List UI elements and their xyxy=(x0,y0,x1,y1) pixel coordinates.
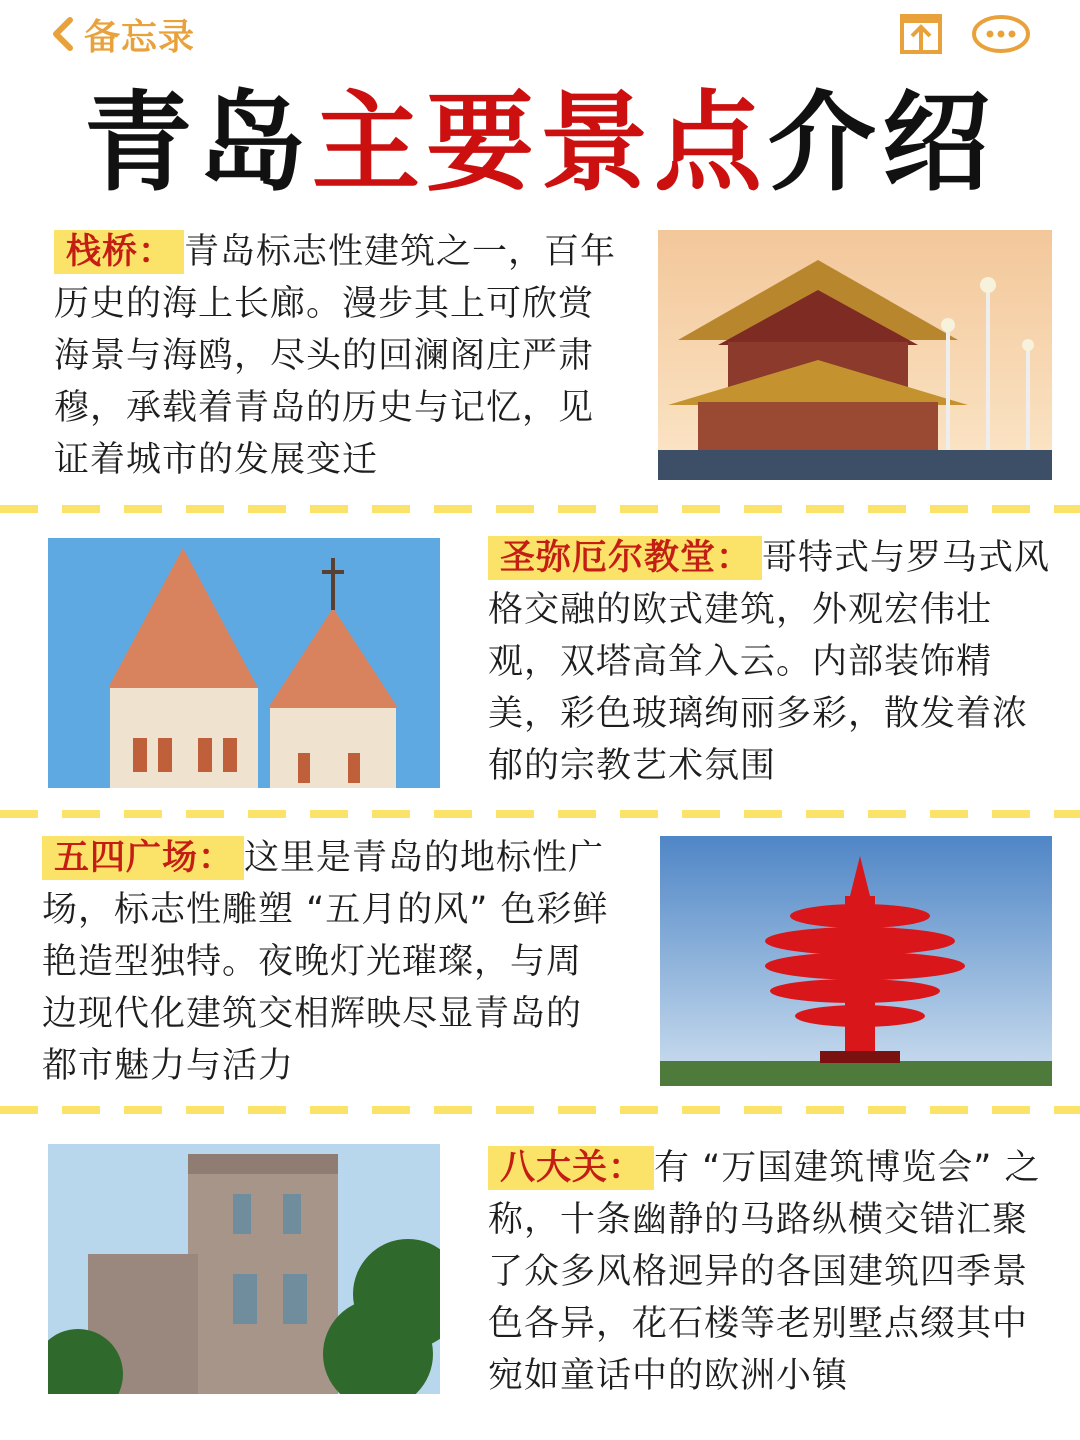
badaguan-photo xyxy=(48,1144,440,1394)
section-text xyxy=(488,532,1060,792)
church-photo xyxy=(48,538,440,788)
top-bar xyxy=(0,0,1080,70)
section-body: 有 “万国建筑博览会” 之称，十条幽静的马路纵横交错汇聚了众多风格迥异的各国建筑四季景色各异，花石楼等老别墅点缀其中宛如童话中的欧洲小镇 xyxy=(488,1148,1041,1396)
section-name-label: 五四广场： xyxy=(42,836,244,880)
chevron-left-icon xyxy=(48,14,78,54)
title-part3: 介绍 xyxy=(768,81,997,206)
back-label: 备忘录 xyxy=(84,16,196,58)
section-name-label: 八大关： xyxy=(488,1146,654,1190)
section-name-label: 圣弥厄尔教堂： xyxy=(488,536,762,580)
page-title xyxy=(0,81,1080,206)
divider xyxy=(0,1106,1080,1114)
section-body: 哥特式与罗马式风格交融的欧式建筑，外观宏伟壮观，双塔高耸入云。内部装饰精美，彩色玻璃绚丽多彩，散发着浓郁的宗教艺术氛围 xyxy=(488,538,1051,786)
zhanqiao-photo xyxy=(658,230,1052,480)
title-part2: 主要景点 xyxy=(311,81,768,206)
title-part1: 青岛 xyxy=(83,81,312,206)
section-text xyxy=(42,832,614,1092)
may-wind-photo xyxy=(660,836,1052,1086)
section-name-label: 栈桥： xyxy=(54,230,184,274)
section-body: 这里是青岛的地标性广场，标志性雕塑 “五月的风” 色彩鲜艳造型独特。夜晚灯光璀璨，与周边现代化建筑交相辉映尽显青岛的都市魅力与活力 xyxy=(42,838,609,1086)
section-text xyxy=(488,1142,1060,1402)
share-icon[interactable] xyxy=(898,12,944,56)
section-text xyxy=(54,226,620,486)
section-body: 青岛标志性建筑之一，百年历史的海上长廊。漫步其上可欣赏海景与海鸥，尽头的回澜阁庄严肃穆，承载着青岛的历史与记忆，见证着城市的发展变迁 xyxy=(54,232,617,480)
divider xyxy=(0,810,1080,818)
divider xyxy=(0,505,1080,513)
back-button[interactable] xyxy=(48,12,195,56)
more-icon[interactable] xyxy=(970,12,1032,56)
